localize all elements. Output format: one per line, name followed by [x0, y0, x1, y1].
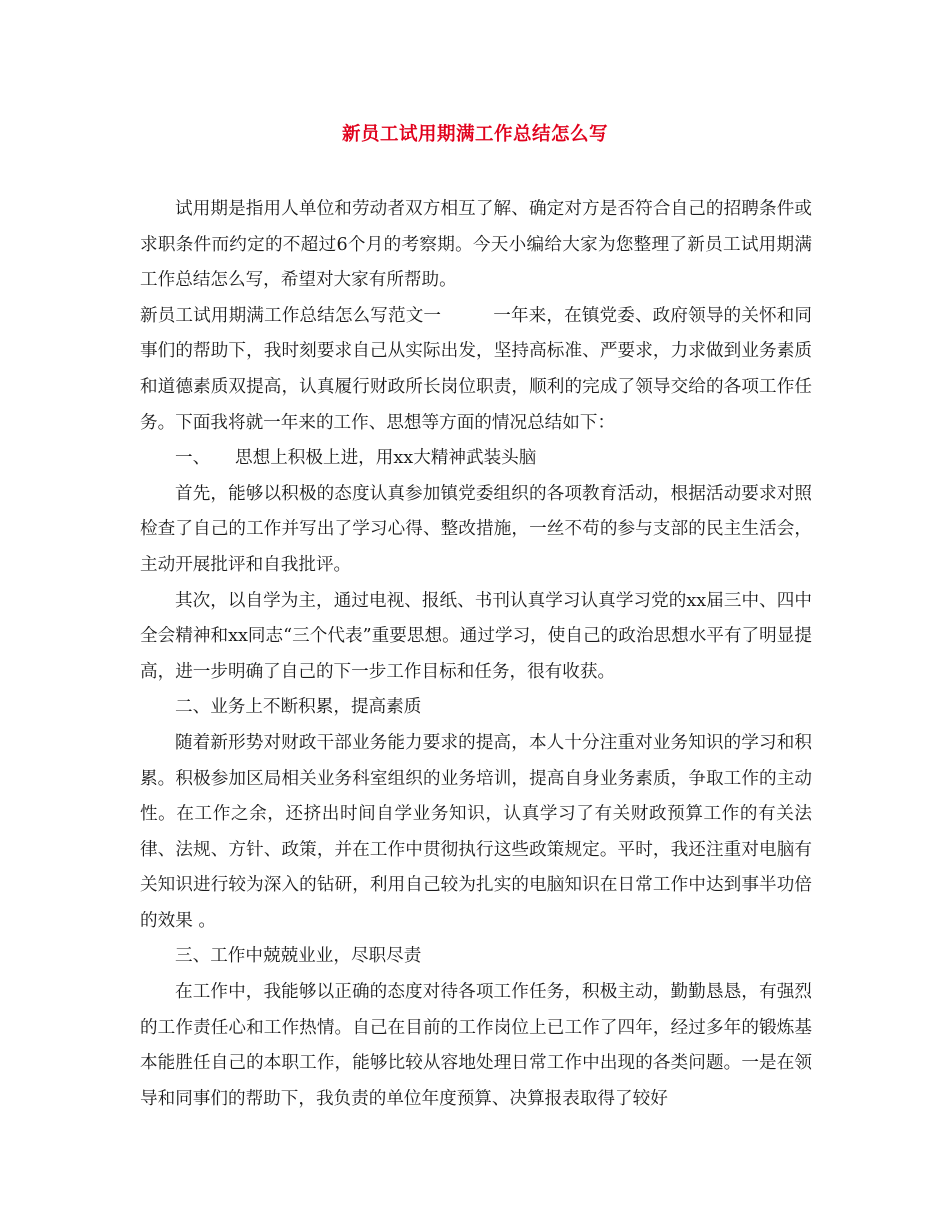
section1-number: 一、	[175, 448, 211, 469]
sample-label: 新员工试用期满工作总结怎么写范文一	[140, 305, 442, 326]
document-title: 新员工试用期满工作总结怎么写	[341, 124, 608, 145]
section1-paragraph-1: 首先，能够以积极的态度认真参加镇党委组织的各项教育活动，根据活动要求对照检查了自己的工作并写出了学习心得、整改措施，一丝不苟的参与支部的民主生活会，主动开展批评和自我批评。	[140, 483, 812, 575]
intro-paragraph: 试用期是指用人单位和劳动者双方相互了解、确定对方是否符合自己的招聘条件或求职条件而约定的不超过6个月的考察期。今天小编给大家为您整理了新员工试用期满工作总结怎么写，希望对大家有所帮助。	[140, 199, 812, 291]
section3-paragraph: 在工作中，我能够以正确的态度对待各项工作任务，积极主动，勤勤恳恳，有强烈的工作责任心和工作热情。自己在目前的工作岗位上已工作了四年，经过多年的锻炼基本能胜任自己的本职工作，能够比较从容地处理日常工作中出现的各类问题。一是在领导和同事们的帮助下，我负责的单位年度预算、决算报表取得了较好	[140, 982, 812, 1109]
section1-heading	[140, 441, 812, 477]
section1-paragraph-2: 其次，以自学为主，通过电视、报纸、书刊认真学习认真学习党的xx届三中、四中全会精神和xx同志“三个代表”重要思想。通过学习，使自己的政治思想水平有了明显提高，进一步明确了自己的下一步工作目标和任务，很有收获。	[140, 590, 812, 682]
document-body	[140, 192, 812, 1117]
sample-paragraph	[140, 299, 812, 441]
sample-opening: 一年来，在镇党委、政府领导的关怀和同事们的帮助下，我时刻要求自己从实际出发，坚持高标准、严要求，力求做到业务素质和道德素质双提高，认真履行财政所长岗位职责，顺利的完成了领导交给的各项工作任务。下面我将就一年来的工作、思想等方面的情况总结如下：	[140, 305, 812, 433]
section3-heading: 三、工作中兢兢业业，尽职尽责	[175, 946, 422, 967]
section2-heading: 二、业务上不断积累，提高素质	[175, 697, 422, 718]
section2-paragraph: 随着新形势对财政干部业务能力要求的提高，本人十分注重对业务知识的学习和积累。积极参加区局相关业务科室组织的业务培训，提高自身业务素质，争取工作的主动性。在工作之余，还挤出时间自学业务知识，认真学习了有关财政预算工作的有关法律、法规、方针、政策，并在工作中贯彻执行这些政策规定。平时，我还注重对电脑有关知识进行较为深入的钻研，利用自己较为扎实的电脑知识在日常工作中达到事半功倍的效果 。	[140, 732, 812, 931]
section1-title: 思想上积极上进，用xx大精神武装头脑	[235, 448, 537, 469]
